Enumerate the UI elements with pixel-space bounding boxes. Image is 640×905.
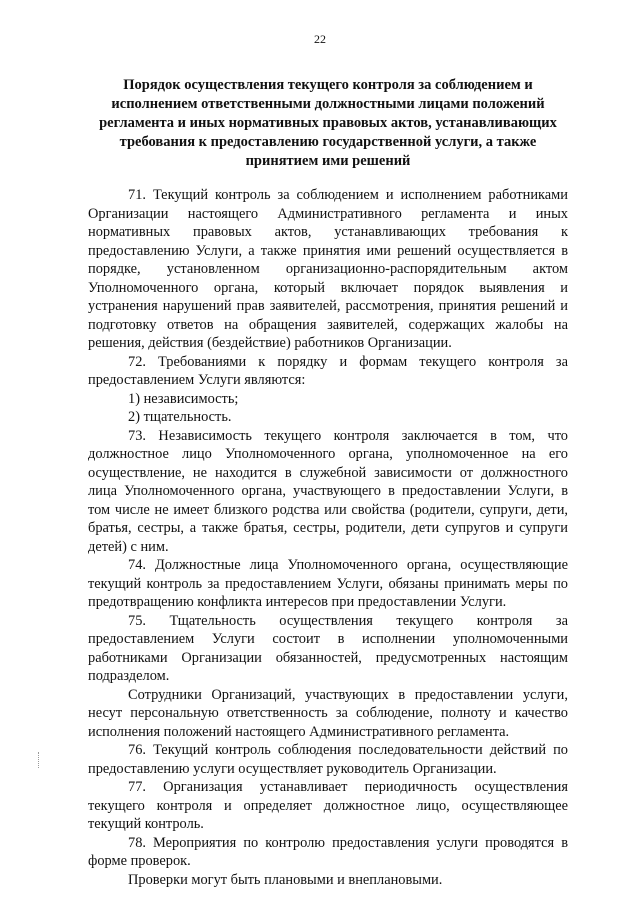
paragraph-75: 75. Тщательность осуществления текущего контроля за предоставлением Услуги состоит в исполнении уполномоченными работниками Организации обязанностей, предусмотренных настоящим подразделом. xyxy=(88,612,568,684)
list-item-thoroughness: 2) тщательность. xyxy=(128,409,232,425)
document-body xyxy=(88,186,568,889)
paragraph-78: 78. Мероприятия по контролю предоставления услуги проводятся в форме проверок. xyxy=(88,834,568,869)
paragraph-73: 73. Независимость текущего контроля заключается в том, что должностное лицо Уполномоченного органа, уполномоченное на его осуществление, не находится в служебной зависимости от должностного лица Уполномоченного органа, участвующего в предоставлении Услуги, в том числе не имеет близкого родства или свойства (родители, супруги, дети, братья, сестры, а также братья, сестры, родители, дети супругов и супруги детей) с ним. xyxy=(88,427,568,555)
paragraph-inspections: Проверки могут быть плановыми и внеплановыми. xyxy=(128,871,443,888)
paragraph-staff-responsibility: Сотрудники Организаций, участвующих в предоставлении услуги, несут персональную ответственность за соблюдение, полноту и качество исполнения положений настоящего Административного регламента. xyxy=(88,686,568,740)
page-number: 22 xyxy=(314,32,326,46)
paragraph-72: 72. Требованиями к порядку и формам текущего контроля за предоставлением Услуги являются: xyxy=(88,353,568,388)
margin-mark xyxy=(38,752,40,768)
list-item-independence: 1) независимость; xyxy=(128,390,239,407)
paragraph-76: 76. Текущий контроль соблюдения последовательности действий по предоставлению услуги осуществляет руководитель Организации. xyxy=(88,742,568,777)
paragraph-77: 77. Организация устанавливает периодичность осуществления текущего контроля и определяет должностное лицо, осуществляющее текущий контроль. xyxy=(88,779,568,832)
section-heading: Порядок осуществления текущего контроля за соблюдением и исполнением ответственными должностными лицами положений регламента и иных нормативных правовых актов, устанавливающих требования к предоставлению государственной услуги, а также принятием ими решений xyxy=(99,77,557,169)
paragraph-74: 74. Должностные лица Уполномоченного органа, осуществляющие текущий контроль за предоставлением Услуги, обязаны принимать меры по предотвращению конфликта интересов при предоставлении Услуги. xyxy=(88,557,568,610)
paragraph-71: 71. Текущий контроль за соблюдением и исполнением работниками Организации настоящего Административного регламента и иных нормативных правовых актов, устанавливающих требования к предоставлению Услуги, а также принятия ими решений осуществляется в порядке, установленном организационно-распорядительным актом Уполномоченного органа, который включает порядок выявления и устранения нарушений прав заявителей, рассмотрения, принятия решений и подготовку ответов на обращения заявителей, содержащих жалобы на решения, действия (бездействие) работников Организации. xyxy=(88,187,568,351)
